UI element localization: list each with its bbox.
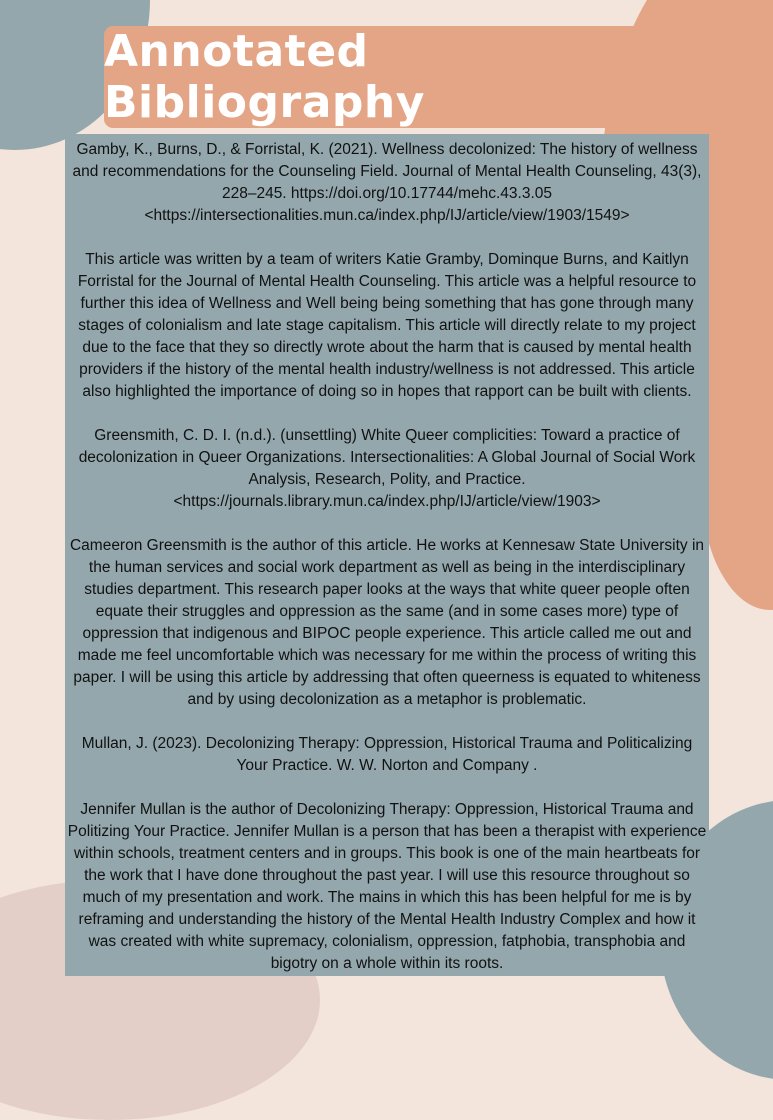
bibliography-panel [65,134,709,976]
title-banner [104,26,668,128]
citation-greensmith: Greensmith, C. D. I. (n.d.). (unsettling) White Queer complicities: Toward a practice of decolonization in Queer Organizations. Intersectionalities: A Global Journal of Social Work Analysis, Research, Polity, and Practice. <https://journals.library.mun.ca/index.php/IJ/article/view/1903> [78,427,696,510]
citation-gamby: Gamby, K., Burns, D., & Forristal, K. (2021). Wellness decolonized: The history of wellness and recommendations for the Counseling Field. Journal of Mental Health Counseling, 43(3), 228–245. https://doi.org/10.17744/mehc.43.3.05 <https://intersectionalities.mun.ca/index.php/IJ/article/view/1903/1549> [72,141,702,224]
bibliography-content [65,134,709,975]
citation-mullan: Mullan, J. (2023). Decolonizing Therapy: Oppression, Historical Trauma and Politicalizing Your Practice. W. W. Norton and Company . [81,735,693,774]
annotation-greensmith: Cameeron Greensmith is the author of this article. He works at Kennesaw State University in the human services and social work department as well as being in the interdisciplinary studies department. This research paper looks at the ways that white queer people often equate their struggles and oppression as the same (and in some cases more) type of oppression that indigenous and BIPOC people experience. This article called me out and made me feel uncomfortable which was necessary for me within the process of writing this paper. I will be using this article by addressing that often queerness is equated to whiteness and by using decolonization as a metaphor is problematic. [69,537,705,708]
annotation-gamby: This article was written by a team of writers Katie Gramby, Dominque Burns, and Kaitlyn Forristal for the Journal of Mental Health Counseling. This article was a helpful resource to further this idea of Wellness and Well being being something that has gone through many stages of colonialism and late stage capitalism. This article will directly relate to my project due to the face that they so directly wrote about the harm that is caused by mental health providers if the history of the mental health industry/wellness is not addressed. This article also highlighted the importance of doing so in hopes that rapport can be built with clients. [77,251,697,400]
page-title: Annotated Bibliography [104,26,425,128]
annotation-mullan: Jennifer Mullan is the author of Decolonizing Therapy: Oppression, Historical Trauma and Politizing Your Practice. Jennifer Mullan is a person that has been a therapist with experience within schools, treatment centers and in groups. This book is one of the main heartbeats for the work that I have done throughout the past year. I will use this resource throughout so much of my presentation and work. The mains in which this has been helpful for me is by reframing and understanding the history of the Mental Health Industry Complex and how it was created with white supremacy, colonialism, oppression, fatphobia, transphobia and bigotry on a whole within its roots. [67,801,707,972]
